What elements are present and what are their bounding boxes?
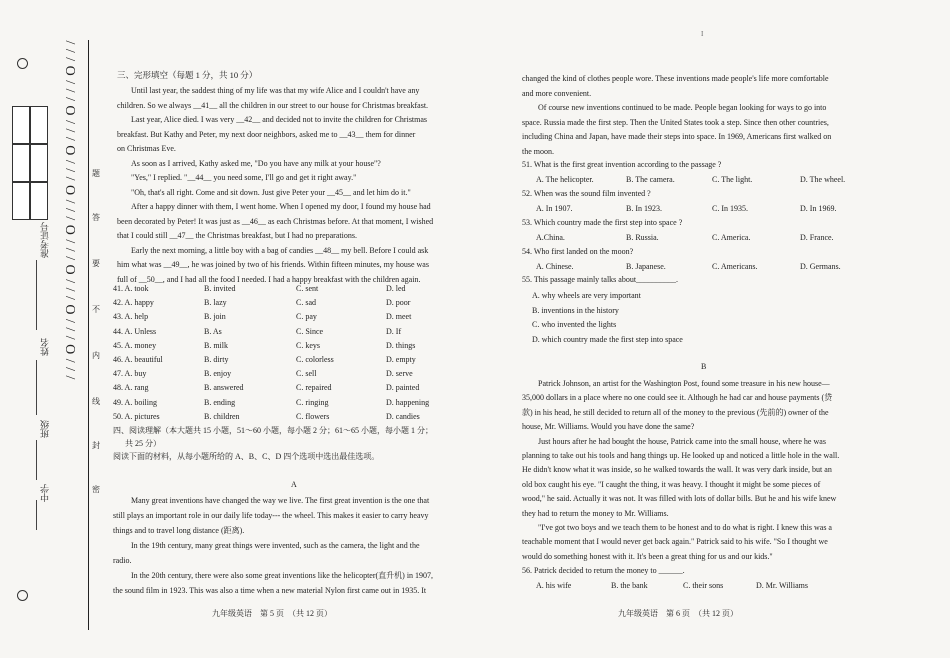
passage-line: teachable moment that I would never get back again." Patrick said to his wife. "So I thought we (522, 537, 828, 547)
answer-option: D. which country made the first step into space (532, 334, 683, 344)
answer-option: B. Japanese. (626, 262, 666, 271)
question-55: 55. This passage mainly talks about__________. (522, 275, 679, 284)
cloze-option: 45. A. money (113, 340, 157, 350)
cloze-option: D. painted (386, 383, 420, 393)
cloze-option: B. join (204, 312, 226, 322)
cloze-option: B. enjoy (204, 369, 232, 379)
cloze-line: After a happy dinner with them, I went home. When I opened my door, I found my house had (131, 202, 431, 211)
cloze-option: C. pay (296, 312, 317, 322)
exam-number-label: 准考证号 (40, 222, 50, 258)
page-top-mark: I (701, 30, 704, 38)
seal-word: 内 (92, 351, 100, 360)
passage-line: the sound film in 1923. This was also a time when a new material Nylon first came out in 1935. It (113, 586, 427, 595)
question: 53. Which country made the first step into space ? (522, 218, 683, 227)
cloze-option: D. things (386, 340, 416, 350)
cloze-option: C. ringing (296, 397, 329, 407)
answer-option: B. In 1923. (626, 204, 662, 213)
seal-word: 题 (92, 169, 100, 178)
question: 52. When was the sound film invented ? (522, 189, 651, 198)
cloze-line: him what was __49__, he was joined by two of his friends. Within fifteen minutes, my house was (117, 260, 429, 269)
punch-hole-bottom (17, 590, 28, 601)
answer-option: B. the bank (611, 581, 648, 590)
cloze-option: C. sad (296, 298, 316, 308)
class-label: 班级 (40, 420, 50, 438)
passage-line: the moon. (522, 146, 554, 156)
answer-option: A. his wife (536, 581, 572, 590)
question: 54. Who first landed on the moon? (522, 247, 634, 256)
passage-line: 款) in his head, he still decided to return all of the money to the previous (先前的) owner of the (522, 407, 829, 417)
cloze-option: 46. A. beautiful (113, 355, 163, 364)
cloze-option: 42. A. happy (113, 298, 154, 308)
seal-line (88, 40, 89, 630)
cloze-option: C. repaired (296, 383, 332, 393)
seal-word: 线 (92, 397, 100, 406)
passage-line: wood," he said. Actually it was not. It was filled with lots of dollar bills. But he and his wife knew (522, 494, 837, 504)
cloze-option: B. As (204, 326, 222, 336)
passage-line: house, Mr. Williams. Would you have done the same? (522, 422, 695, 432)
passage-line: they had to return the money to Mr. Williams. (522, 508, 669, 518)
cloze-option: 44. A. Unless (113, 326, 157, 336)
cloze-line: children. So we always __41__ all the children in our street to our house for Christmas breakfast. (117, 100, 429, 110)
page-footer-left: 九年级英语 第 5 页 （共 12 页） (212, 609, 332, 618)
passage-line: In the 19th century, many great things were invented, such as the camera, the light and the (131, 541, 420, 550)
answer-option: A. Chinese. (536, 262, 574, 271)
cloze-line: Last year, Alice died. I was very __42__ and decided not to invite the children for Christmas (131, 115, 428, 124)
section3-title: 三、完形填空（每题 1 分，共 10 分） (117, 70, 258, 80)
passage-line: would do something honest with it. It's been a great thing for us and our kids." (522, 551, 773, 561)
answer-option: D. France. (800, 233, 834, 242)
passage-line: He didn't know what it was inside, so he walked towards the wall. It was very dark inside, but an (522, 465, 832, 475)
cloze-line: on Christmas Eve. (117, 144, 176, 153)
passage-line: Many great inventions have changed the way we live. The first great invention is the one that (131, 496, 430, 505)
answer-option: A. In 1907. (536, 204, 573, 213)
question: 51. What is the first great invention according to the passage ? (522, 160, 722, 169)
name-label: 姓名 (40, 338, 50, 356)
cloze-option: B. ending (204, 397, 236, 407)
answer-option: D. In 1969. (800, 204, 837, 213)
answer-option: D. Mr. Williams (756, 581, 808, 590)
seal-marker-line: / / / O / / / O / / / O / / / O / / / O / / / O / / / O / / / O / / / (64, 40, 79, 380)
cloze-option: D. led (386, 284, 406, 293)
school-label: 中学 (40, 484, 50, 502)
answer-option: D. Germans. (800, 262, 841, 271)
section4-title: 四、阅读理解（本大题共 15 小题，51～60 小题，每小题 2 分；61～65 小题，每小题 1 分； (113, 426, 433, 435)
answer-option: B. inventions in the history (532, 305, 619, 315)
cloze-option: 49. A. boiling (113, 397, 158, 407)
cloze-option: D. serve (386, 369, 413, 379)
passage-line: "I've got two boys and we teach them to be honest and to do what is right. I knew this was a (538, 523, 832, 532)
passage-line: things and to travel long distance (距离). (113, 526, 245, 535)
cloze-line: breakfast. But Kathy and Peter, my next door neighbors, asked me to __43__ them for dinner (117, 129, 416, 139)
answer-option: A. why wheels are very important (532, 291, 641, 300)
passage-line: space. Russia made the first step. Then the United States took a step. Since then other countries, (522, 117, 829, 127)
passage-line: including China and Japan, have made their steps into space. In 1969, Americans first walked on (522, 132, 832, 141)
cloze-line: Early the next morning, a little boy with a bag of candies __48__ my bell. Before I could ask (131, 245, 429, 255)
cloze-option: D. empty (386, 355, 416, 364)
cloze-option: B. lazy (204, 298, 227, 308)
cloze-option: C. keys (296, 340, 320, 350)
passage-line: 35,000 dollars in a place where no one could see it. Although he had car and house payments (贷 (522, 393, 833, 403)
passage-a-label: A (291, 480, 297, 489)
cloze-option: C. colorless (296, 355, 334, 364)
page-footer-right: 九年级英语 第 6 页 （共 12 页） (618, 609, 738, 618)
cloze-option: C. flowers (296, 411, 330, 421)
cloze-option: B. invited (204, 284, 236, 293)
cloze-option: C. sell (296, 369, 317, 379)
answer-option: C. The light. (712, 175, 753, 184)
passage-line: still plays an important role in our daily life today--- the wheel. This makes it easier to carry heavy (113, 511, 429, 520)
cloze-line: been decorated by Peter! It was just as __46__ as each Christmas before. At that moment, I wished (117, 216, 434, 226)
cloze-option: 48. A. rang (113, 383, 149, 393)
answer-option: A. The helicopter. (536, 175, 594, 184)
question-56: 56. Patrick decided to return the money to ______. (522, 566, 685, 575)
cloze-option: 47. A. buy (113, 369, 147, 379)
seal-word: 封 (92, 441, 100, 450)
passage-line: and more convenient. (522, 88, 592, 98)
answer-option: D. The wheel. (800, 175, 846, 184)
cloze-option: 43. A. help (113, 312, 149, 322)
cloze-option: D. candies (386, 411, 420, 421)
seal-word: 不 (92, 305, 100, 314)
cloze-option: B. answered (204, 383, 244, 393)
section4-title-cont: 共 25 分） (125, 439, 161, 448)
cloze-option: C. Since (296, 326, 324, 336)
passage-line: In the 20th century, there were also some great inventions like the helicopter(直升机) in 1907, (131, 571, 434, 580)
cloze-option: B. milk (204, 340, 229, 350)
answer-option: B. The camera. (626, 175, 675, 184)
passage-line: Of course new inventions continued to be made. People began looking for ways to go into (538, 103, 827, 112)
section4-instruction: 阅读下面的材料，从每小题所给的 A、B、C、D 四个选项中选出最佳选项。 (113, 452, 380, 461)
cloze-option: C. sent (296, 284, 319, 293)
cloze-option: 41. A. took (113, 284, 149, 293)
answer-option: B. Russia. (626, 233, 659, 242)
punch-hole-top (17, 58, 28, 69)
cloze-line: Until last year, the saddest thing of my life was that my wife Alice and I couldn't have any (131, 86, 420, 95)
cloze-option: D. If (386, 326, 402, 336)
cloze-option: 50. A. pictures (113, 411, 160, 421)
cloze-line: "Yes," I replied. "__44__ you need some, I'll go and get it right away." (131, 173, 357, 182)
passage-line: radio. (113, 556, 132, 565)
passage-line: changed the kind of clothes people wore. These inventions made people's life more comfortable (522, 74, 829, 83)
answer-option: C. In 1935. (712, 204, 748, 213)
cloze-option: B. dirty (204, 355, 229, 364)
passage-line: Just hours after he had bought the house, Patrick came into the small house, where he was (538, 436, 826, 446)
cloze-option: D. poor (386, 298, 411, 308)
cloze-line: full of __50__, and I had all the food I needed. I had a happy breakfast with the children again. (117, 274, 421, 284)
answer-option: C. who invented the lights (532, 320, 617, 329)
passage-line: Patrick Johnson, an artist for the Washington Post, found some treasure in his new house— (538, 379, 830, 388)
answer-option: C. Americans. (712, 262, 758, 271)
cloze-option: D. happening (386, 397, 430, 407)
answer-option: C. America. (712, 233, 751, 242)
cloze-line: that I could still __47__ the Christmas breakfast, but I had no preparations. (117, 231, 357, 240)
cloze-option: D. meet (386, 312, 412, 322)
seal-word: 答 (92, 213, 100, 222)
cloze-option: B. children (204, 411, 240, 421)
answer-option: A.China. (536, 233, 565, 242)
seal-word: 要 (92, 259, 100, 268)
passage-b-label: B (701, 362, 707, 371)
passage-line: old box caught his eye. "I caught the thing, it was heavy. I thought it might be some pieces of (522, 479, 821, 489)
answer-option: C. their sons (683, 581, 724, 590)
cloze-line: "Oh, that's all right. Come and sit down. Just give Peter your __45__ and let him do it." (131, 187, 411, 197)
seal-word: 密 (92, 485, 100, 494)
passage-line: planning to take out his tools and hang things up. He looked up and noticed a little hole in the wall. (522, 451, 840, 460)
cloze-line: As soon as I arrived, Kathy asked me, "Do you have any milk at your house"? (131, 158, 381, 168)
